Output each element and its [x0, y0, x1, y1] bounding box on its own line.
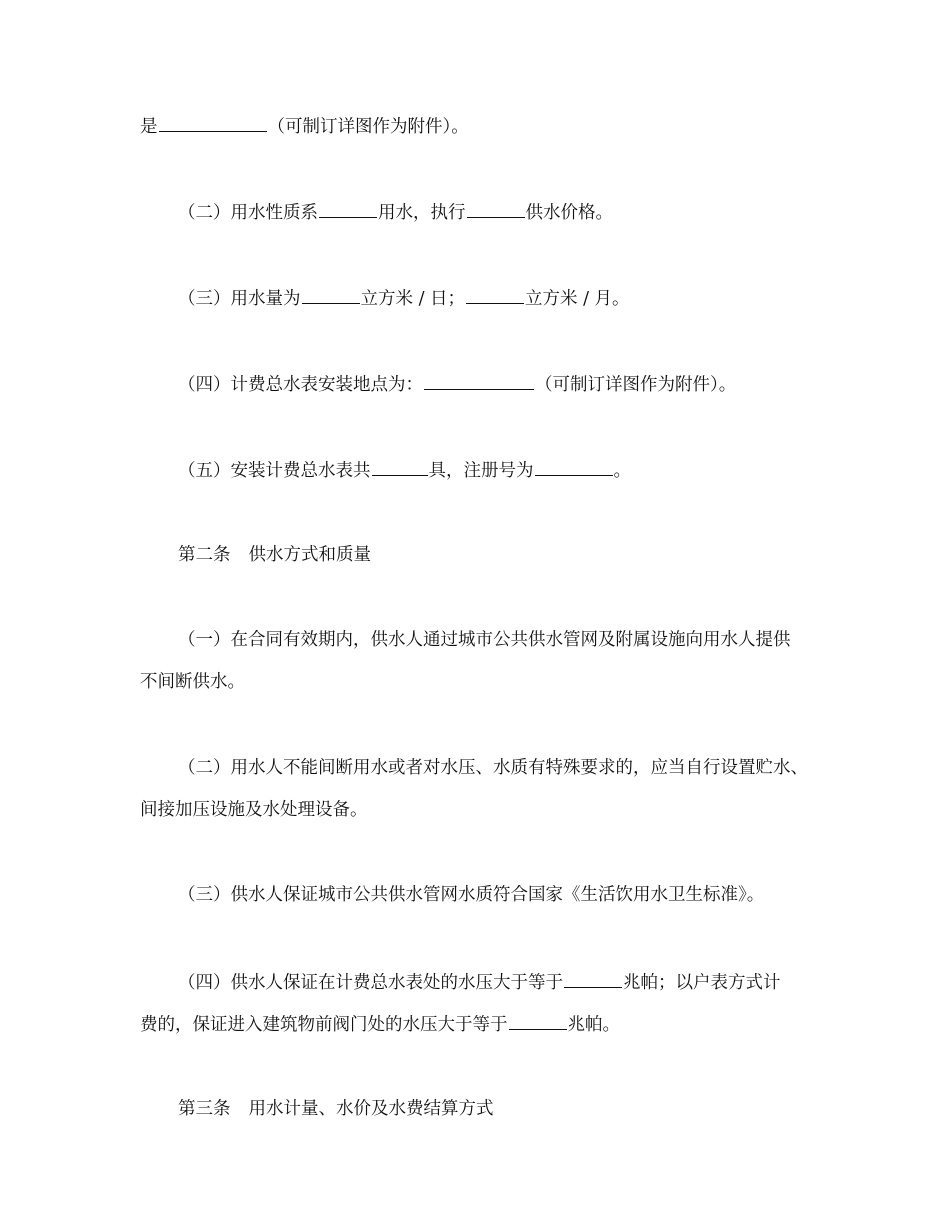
- text: （二）用水性质系: [178, 203, 318, 223]
- fill-blank: [424, 372, 534, 390]
- text: （四）计费总水表安装地点为：: [178, 375, 423, 395]
- article-number: 第三条: [178, 1099, 231, 1119]
- text: 具，注册号为: [428, 461, 534, 481]
- fill-blank: [535, 458, 613, 476]
- paragraph-location-continued: [140, 114, 469, 138]
- text: 。: [613, 461, 631, 481]
- paragraph-special-requirements-line1: [178, 757, 808, 779]
- text: （可制订详图作为附件）。: [267, 117, 469, 137]
- text: （四）供水人保证在计费总水表处的水压大于等于: [178, 973, 563, 993]
- text: 立方米 / 日；: [360, 289, 466, 309]
- fill-blank: [466, 286, 524, 304]
- article-title: 用水计量、水价及水费结算方式: [248, 1099, 494, 1119]
- fill-blank: [509, 1012, 567, 1030]
- paragraph-water-volume: [178, 286, 630, 310]
- fill-blank: [564, 970, 622, 988]
- text: 不间断供水。: [140, 672, 245, 692]
- fill-blank: [467, 200, 525, 218]
- paragraph-water-quality: [178, 884, 764, 906]
- fill-blank: [319, 200, 377, 218]
- paragraph-water-nature: [178, 200, 613, 224]
- text: 费的，保证进入建筑物前阀门处的水压大于等于: [140, 1015, 508, 1035]
- paragraph-continuous-supply-line1: [178, 629, 791, 651]
- fill-blank: [372, 458, 428, 476]
- text: 间接加压设施及水处理设备。: [140, 800, 368, 820]
- paragraph-water-pressure-line2: [140, 1012, 620, 1036]
- text: （可制订详图作为附件）。: [535, 375, 737, 395]
- article-2-heading: [178, 544, 371, 566]
- text: （一）在合同有效期内，供水人通过城市公共供水管网及附属设施向用水人提供: [178, 630, 791, 650]
- article-title: 供水方式和质量: [248, 545, 371, 565]
- fill-blank: [159, 114, 267, 132]
- text: 供水价格。: [525, 203, 613, 223]
- text: （二）用水人不能间断用水或者对水压、水质有特殊要求的，应当自行设置贮水、: [178, 758, 808, 778]
- article-3-heading: [178, 1098, 494, 1120]
- paragraph-special-requirements-line2: [140, 799, 368, 821]
- fill-blank: [302, 286, 360, 304]
- paragraph-continuous-supply-line2: [140, 671, 245, 693]
- paragraph-meter-location: [178, 372, 736, 396]
- text: 立方米 / 月。: [525, 289, 630, 309]
- text: 兆帕；以户表方式计: [623, 973, 781, 993]
- text: （五）安装计费总水表共: [178, 461, 371, 481]
- text: （三）用水量为: [178, 289, 301, 309]
- text: 用水，执行: [378, 203, 466, 223]
- text: （三）供水人保证城市公共供水管网水质符合国家《生活饮用水卫生标准》。: [178, 885, 765, 905]
- paragraph-water-pressure-line1: [178, 970, 781, 994]
- paragraph-meter-count: [178, 458, 631, 482]
- article-number: 第二条: [178, 545, 231, 565]
- text: 是: [140, 117, 158, 137]
- text: 兆帕。: [567, 1015, 620, 1035]
